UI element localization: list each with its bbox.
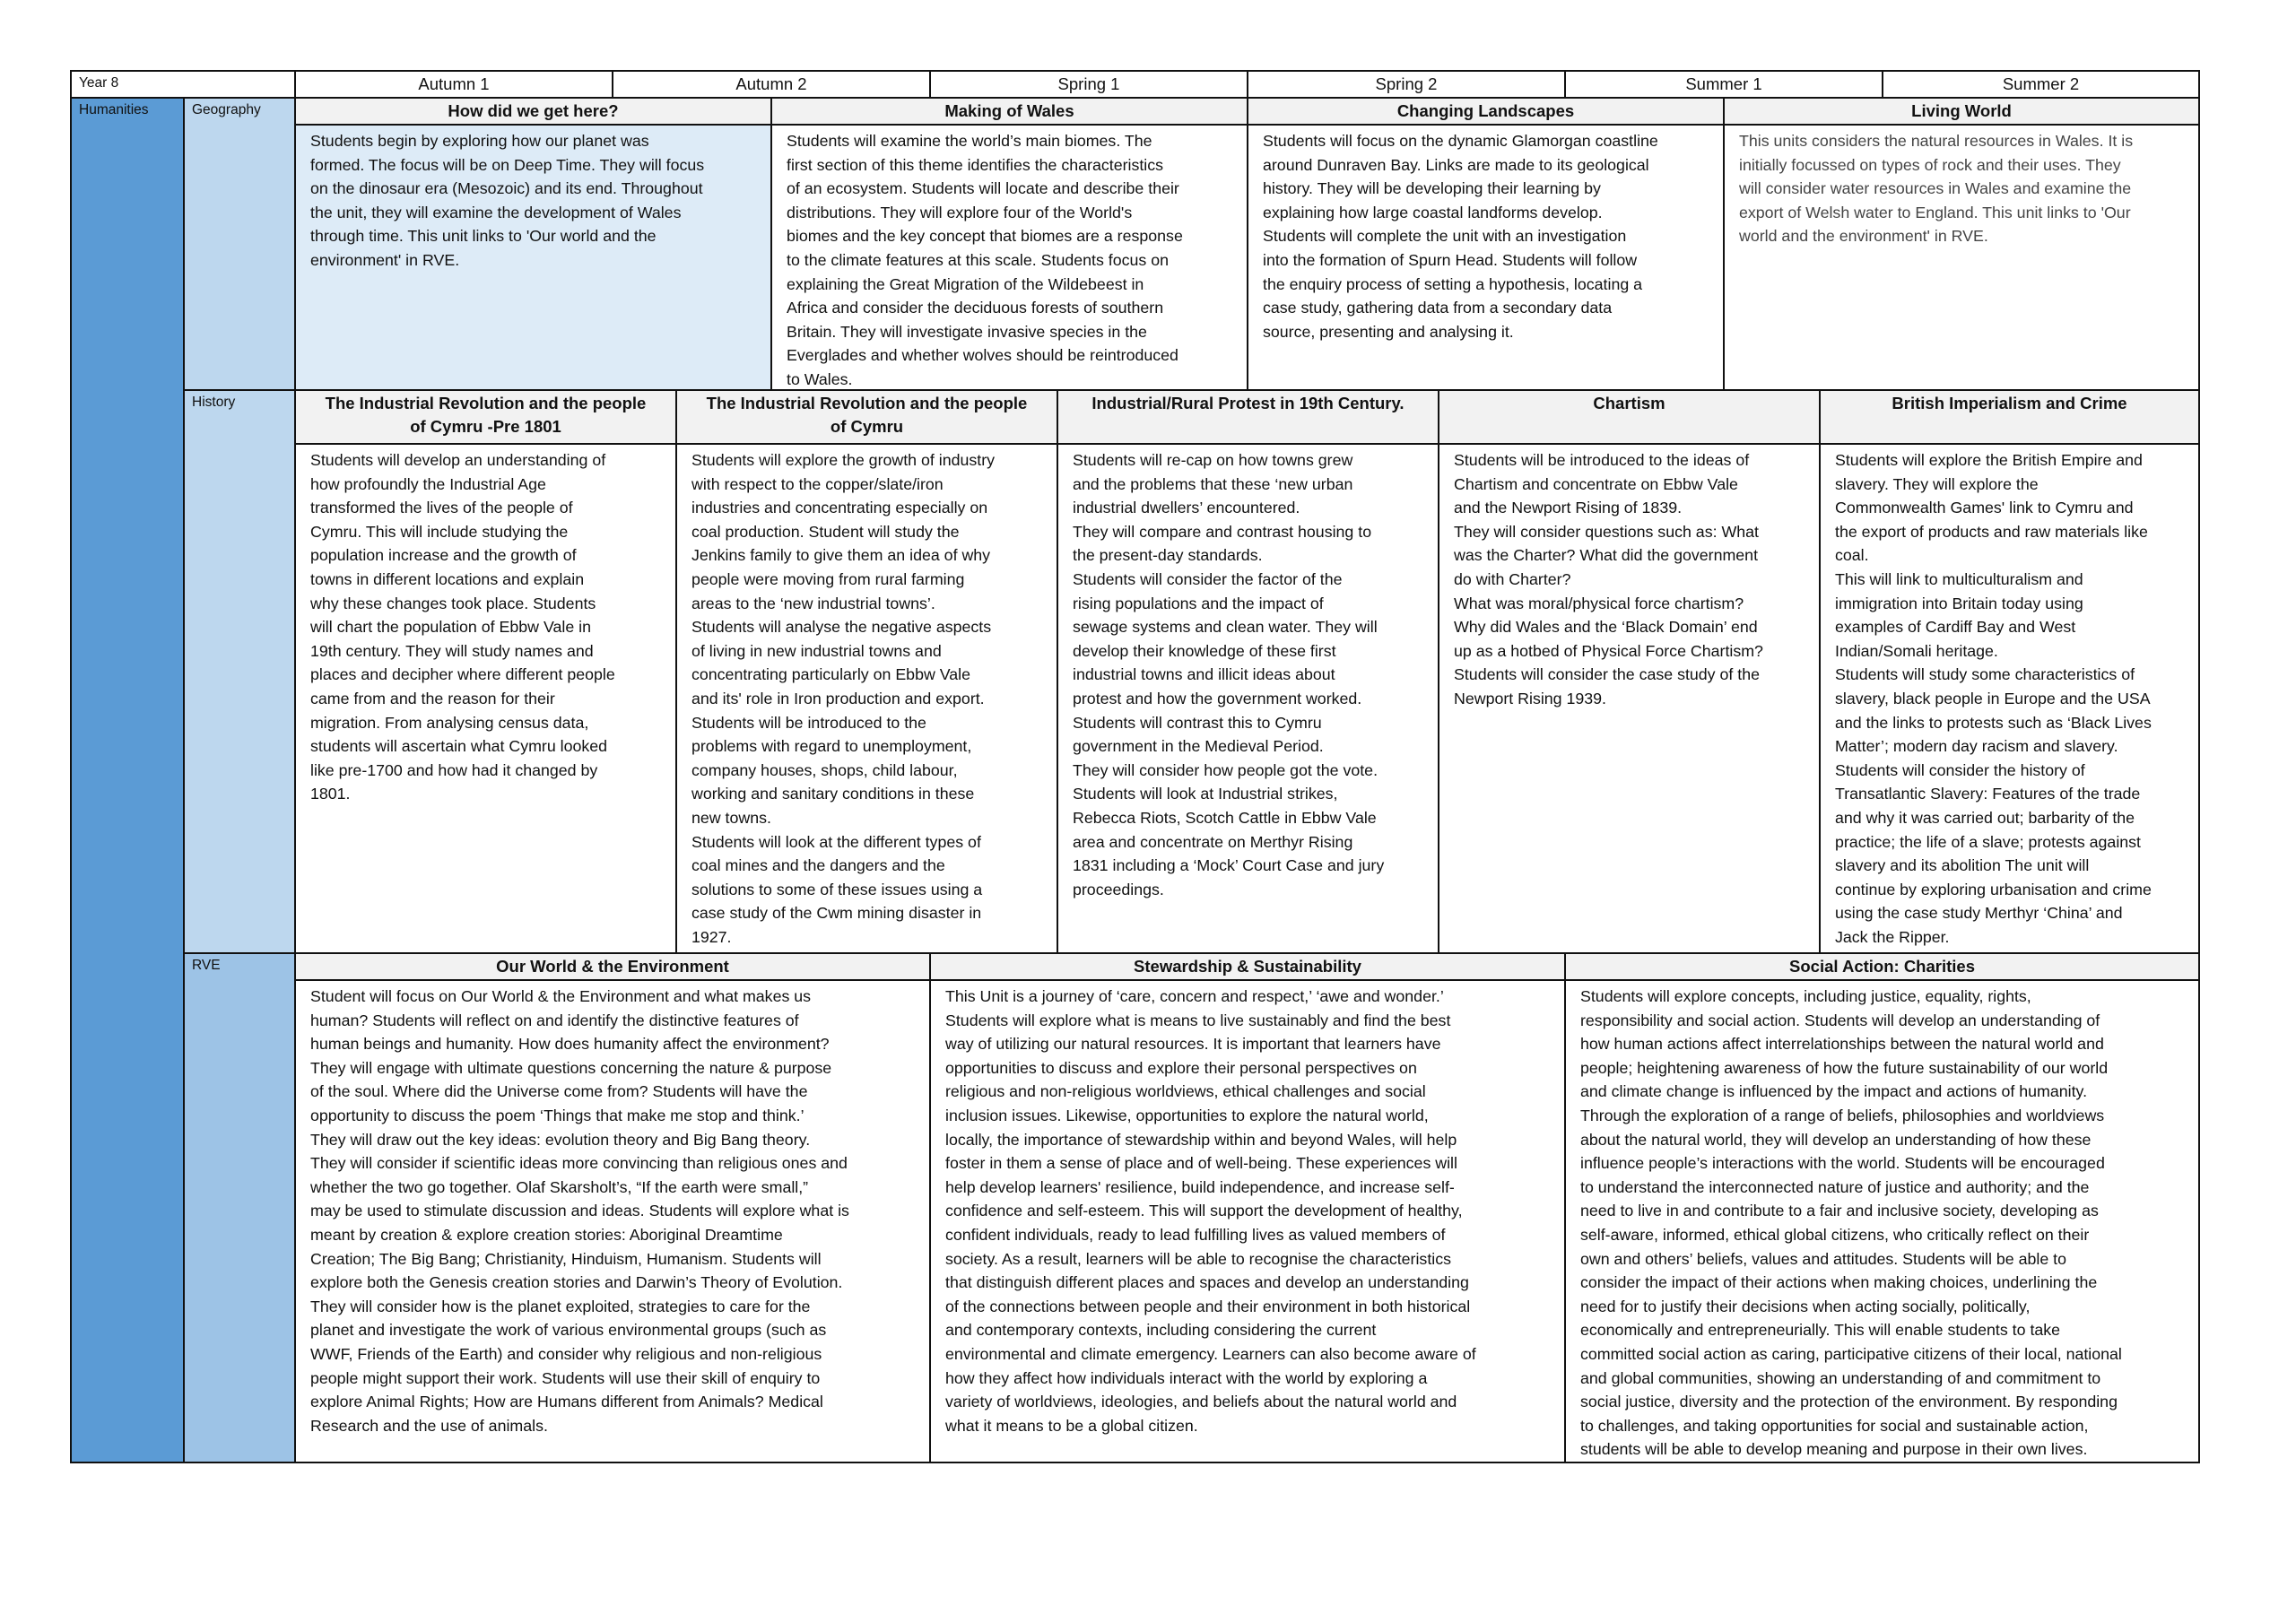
term-spring-1: Spring 1 — [929, 70, 1248, 99]
hist-unit-description: Students will explore the growth of industry with respect to the copper/slate/iron industries and concentrating especially on coal production. Student will study the Jenkins family to give them an idea of why people were moving from rural farming areas to the ‘new industrial towns’. Students will analyse the negative aspects of living in new industrial towns and concentrating particularly on Ebbw Vale and its' role in Iron production and export. Students will be introduced to the problems with regard to unemployment, company houses, shops, child labour, working and sanitary conditions in these new towns. Students will look at the different types of coal mines and the dangers and the solutions to some of these issues using a case study of the Cwm mining disaster in 1927. — [675, 443, 1058, 954]
rve-unit-title: Stewardship & Sustainability — [929, 952, 1566, 981]
geo-unit-description: Students will focus on the dynamic Glamorgan coastline around Dunraven Bay. Links are made to its geological history. They will be developing their learning by explaining how large coastal landforms develop. Students will complete the unit with an investigation into the formation of Spurn Head. Students will follow the enquiry process of setting a hypothesis, locating a case study, gathering data from a secondary data source, presenting and analysing it. — [1247, 124, 1725, 391]
geo-unit-description: Students begin by exploring how our planet was formed. The focus will be on Deep Time. They will focus on the dinosaur era (Mesozoic) and its end. Throughout the unit, they will examine the development of Wales through time. This unit links to 'Our world and the environment' in RVE. — [294, 124, 772, 391]
hist-unit-description: Students will explore the British Empire and slavery. They will explore the Commonwealth Games' link to Cymru and the export of products and raw materials like coal. This will link to multiculturalism and immigration into Britain today using examples of Cardiff Bay and West Indian/Somali heritage. Students will study some characteristics of slavery, black people in Europe and the USA and the links to protests such as ‘Black Lives Matter’; modern day racism and slavery. Students will consider the history of Transatlantic Slavery: Features of the trade and why it was carried out; barbarity of the practice; the life of a slave; protests against slavery and its abolition The unit will continue by exploring urbanisation and crime using the case study Merthyr ‘China’ and Jack the Ripper. — [1819, 443, 2200, 954]
term-summer-1: Summer 1 — [1564, 70, 1883, 99]
subject-geography: Geography — [183, 97, 296, 391]
rve-unit-description: Student will focus on Our World & the Environment and what makes us human? Students will reflect on and identify the distinctive features of human beings and humanity. How does humanity affect the environment? They will engage with ultimate questions concerning the nature & purpose of the soul. Where did the Universe come from? Students will have the opportunity to discuss the poem ‘Things that make me stop and think.’ They will draw out the key ideas: evolution theory and Big Bang theory. They will consider if scientific ideas more convincing than religious ones and whether the two go together. Olaf Skarsholt’s, “If the earth were small,” may be used to stimulate discussion and ideas. Students will explore what is meant by creation & explore creation stories: Aboriginal Dreamtime Creation; The Big Bang; Christianity, Hinduism, Humanism. Students will explore both the Genesis creation stories and Darwin’s Theory of Evolution. They will consider how is the planet exploited, strategies to care for the planet and investigate the work of various environmental groups (such as WWF, Friends of the Earth) and consider why religious and non-religious people might support their work. Students will use their skill of enquiry to explore Animal Rights; How are Humans different from Animals? Medical Research and the use of animals. — [294, 979, 931, 1463]
faculty-label: Humanities — [70, 97, 185, 1463]
hist-unit-title: The Industrial Revolution and the people of Cymru -Pre 1801 — [294, 389, 677, 445]
geo-unit-title: Making of Wales — [770, 97, 1248, 126]
term-autumn-1: Autumn 1 — [294, 70, 613, 99]
rve-unit-description: Students will explore concepts, including justice, equality, rights, responsibility and social action. Students will develop an understanding of how human actions affect interrelationships between the natural world and people; heightening awareness of how the future sustainability of our world and climate change is influenced by the impact and actions of humanity. Through the exploration of a range of beliefs, philosophies and worldviews about the natural world, they will develop an understanding of how these influence people’s interactions with the world. Students will be encouraged to understand the interconnected nature of justice and authority; and the need to live in and contribute to a fair and inclusive society, developing as self-aware, informed, ethical global citizens, who critically reflect on their own and others’ beliefs, values and attitudes. Students will be able to consider the impact of their actions when making choices, underlining the need for to justify their decisions when acting socially, politically, economically and entrepreneurially. This will enable students to take committed social action as caring, participative citizens of their local, national and global communities, showing an understanding of and commitment to social justice, diversity and the protection of the environment. By responding to challenges, and taking opportunities for social and sustainable action, students will be able to develop meaning and purpose in their own lives. — [1564, 979, 2200, 1463]
hist-unit-description: Students will be introduced to the ideas of Chartism and concentrate on Ebbw Vale and the Newport Rising of 1839. They will consider questions such as: What was the Charter? What did the government do with Charter? What was moral/physical force chartism? Why did Wales and the ‘Black Domain’ end up as a hotbed of Physical Force Chartism? Students will consider the case study of the Newport Rising 1939. — [1438, 443, 1821, 954]
hist-unit-title: The Industrial Revolution and the people of Cymru — [675, 389, 1058, 445]
geo-unit-description: This units considers the natural resources in Wales. It is initially focussed on types of rock and their uses. They will consider water resources in Wales and examine the export of Welsh water to England. This unit links to 'Our world and the environment' in RVE. — [1723, 124, 2200, 391]
geo-unit-title: How did we get here? — [294, 97, 772, 126]
hist-unit-title: Chartism — [1438, 389, 1821, 445]
geo-unit-title: Living World — [1723, 97, 2200, 126]
rve-unit-title: Our World & the Environment — [294, 952, 931, 981]
rve-unit-title: Social Action: Charities — [1564, 952, 2200, 981]
geo-unit-description: Students will examine the world’s main biomes. The first section of this theme identifies the characteristics of an ecosystem. Students will locate and describe their distributions. They will explore four of the World's biomes and the key concept that biomes are a response to the climate features at this scale. Students focus on explaining the Great Migration of the Wildebeest in Africa and consider the deciduous forests of southern Britain. They will investigate invasive species in the Everglades and whether wolves should be reintroduced to Wales. — [770, 124, 1248, 391]
subject-history: History — [183, 389, 296, 954]
hist-unit-title: British Imperialism and Crime — [1819, 389, 2200, 445]
term-spring-2: Spring 2 — [1247, 70, 1566, 99]
hist-unit-description: Students will re-cap on how towns grew and the problems that these ‘new urban industrial dwellers’ encountered. They will compare and contrast housing to the present-day standards. Students will consider the factor of the rising populations and the impact of sewage systems and clean water. They will develop their knowledge of these first industrial towns and illicit ideas about protest and how the government worked. Students will contrast this to Cymru government in the Medieval Period. They will consider how people got the vote. Students will look at Industrial strikes, Rebecca Riots, Scotch Cattle in Ebbw Vale area and concentrate on Merthyr Rising 1831 including a ‘Mock’ Court Case and jury proceedings. — [1057, 443, 1439, 954]
term-summer-2: Summer 2 — [1882, 70, 2200, 99]
year-label: Year 8 — [70, 70, 296, 99]
term-autumn-2: Autumn 2 — [612, 70, 931, 99]
rve-unit-description: This Unit is a journey of ‘care, concern and respect,’ ‘awe and wonder.’ Students will explore what is means to live sustainably and find the best way of utilizing our natural resources. It is important that learners have opportunities to discuss and explore their personal perspectives on religious and non-religious worldviews, ethical challenges and social inclusion issues. Likewise, opportunities to explore the natural world, locally, the importance of stewardship within and beyond Wales, will help foster in them a sense of place and of well-being. These experiences will help develop learners' resilience, build independence, and increase self- confidence and self-esteem. This will support the development of healthy, confident individuals, ready to lead fulfilling lives as valued members of society. As a result, learners will be able to recognise the characteristics that distinguish different places and spaces and develop an understanding of the connections between people and their environment in both historical and contemporary contexts, including considering the current environmental and climate emergency. Learners can also become aware of how they affect how individuals interact with the world by exploring a variety of worldviews, ideologies, and beliefs about the natural world and what it means to be a global citizen. — [929, 979, 1566, 1463]
hist-unit-description: Students will develop an understanding of how profoundly the Industrial Age transformed the lives of the people of Cymru. This will include studying the population increase and the growth of towns in different locations and explain why these changes took place. Students will chart the population of Ebbw Vale in 19th century. They will study names and places and decipher where different people came from and the reason for their migration. From analysing census data, students will ascertain what Cymru looked like pre-1700 and how had it changed by 1801. — [294, 443, 677, 954]
subject-rve: RVE — [183, 952, 296, 1463]
hist-unit-title: Industrial/Rural Protest in 19th Century. — [1057, 389, 1439, 445]
geo-unit-title: Changing Landscapes — [1247, 97, 1725, 126]
